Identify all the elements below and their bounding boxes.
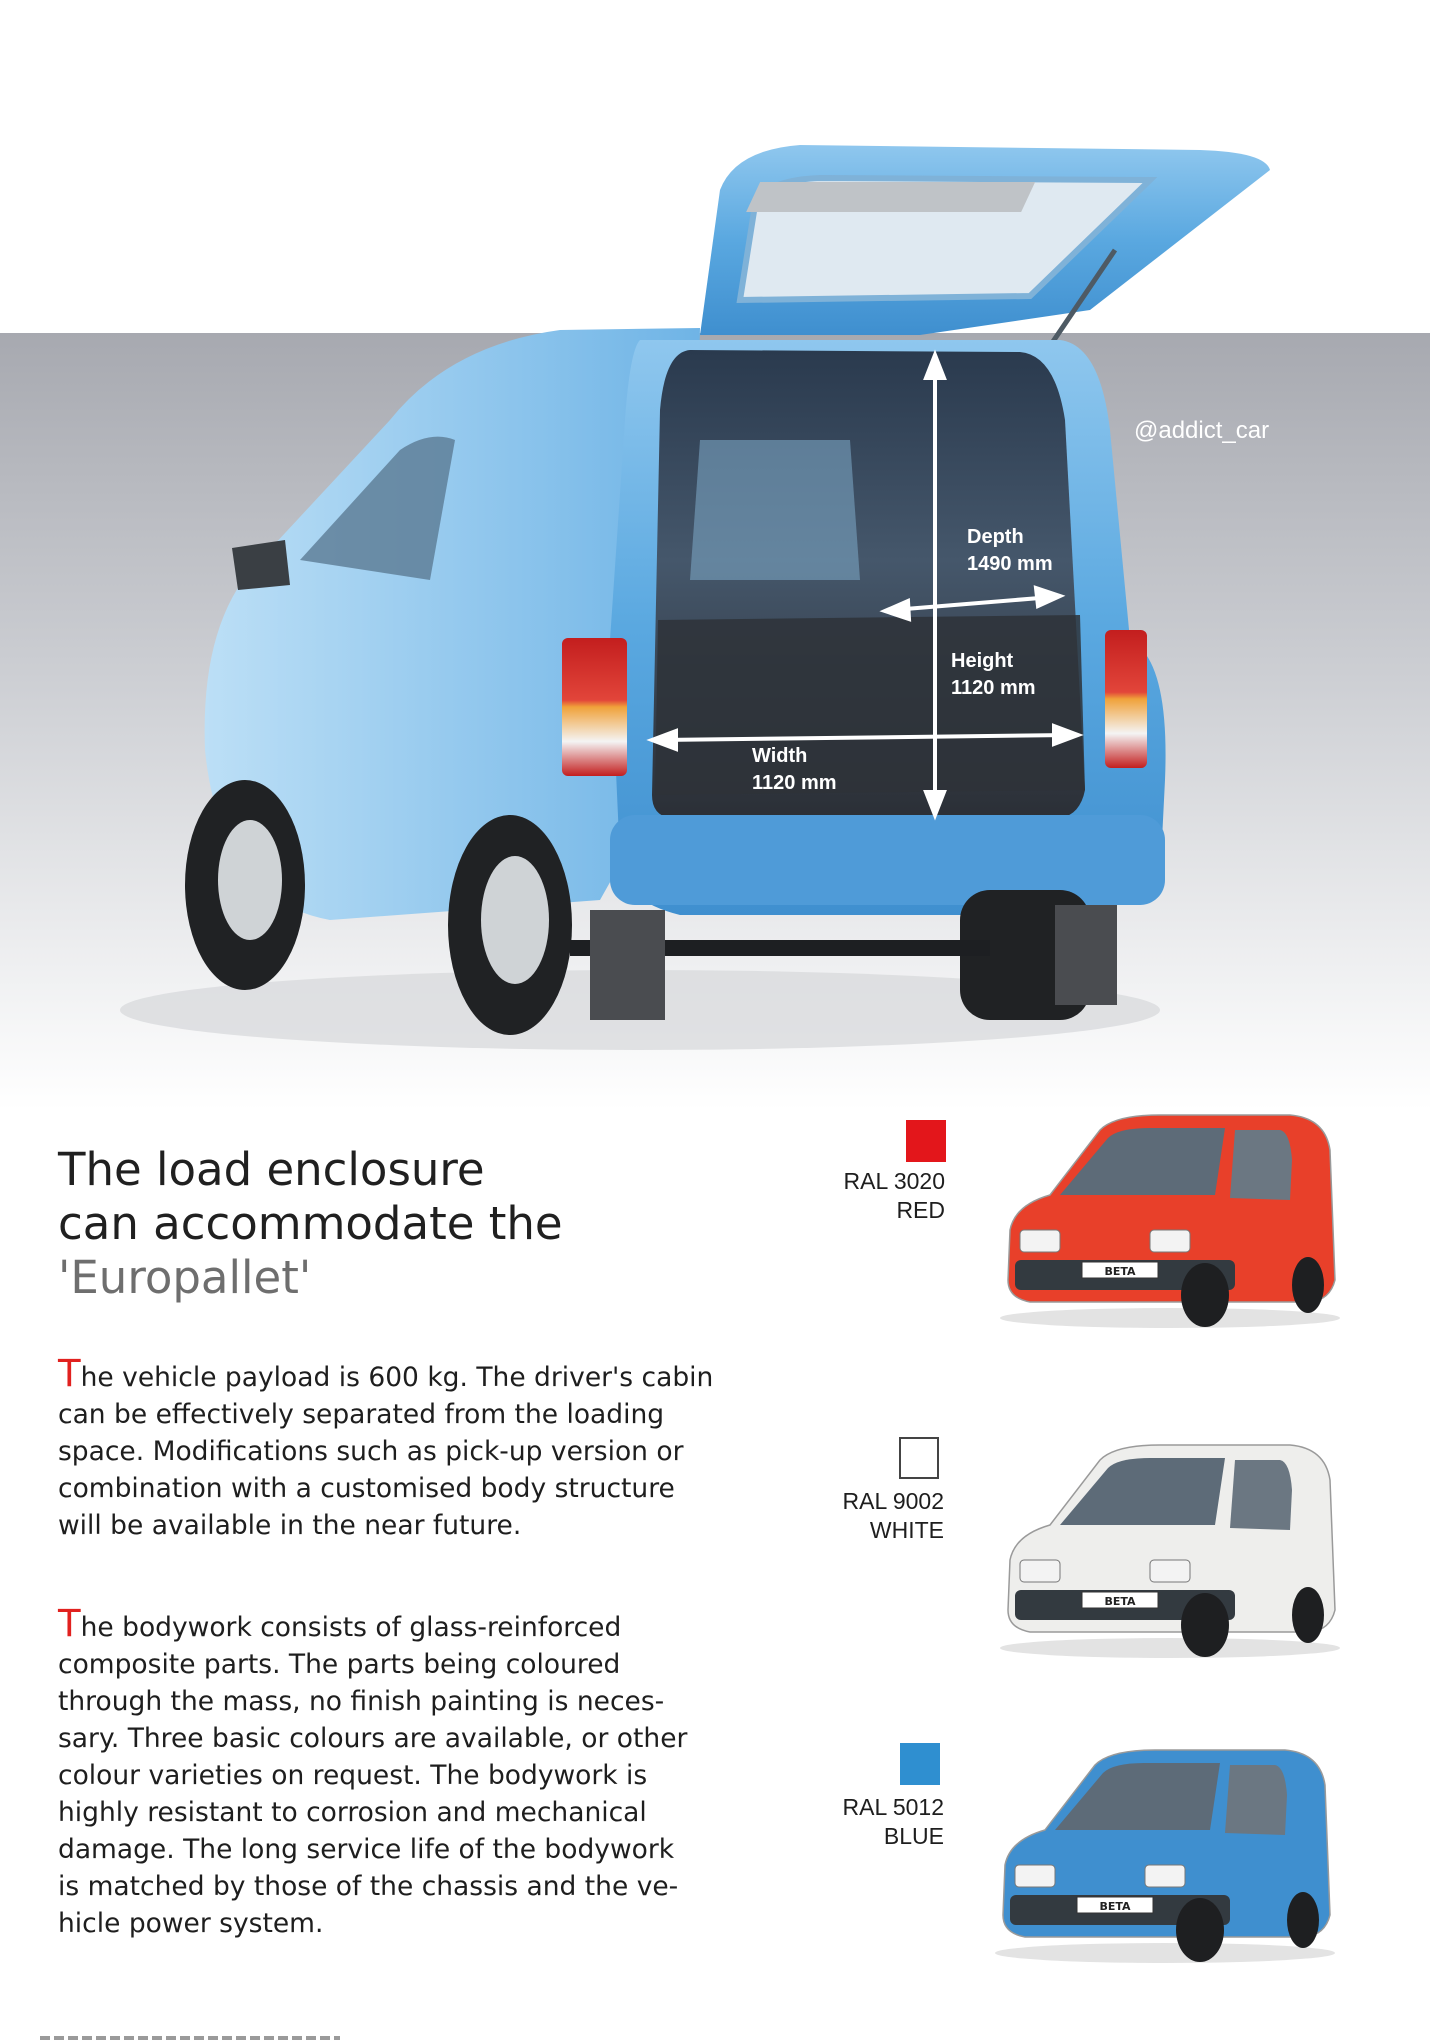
headline-line-1: The load enclosure bbox=[58, 1143, 485, 1196]
thumb-headlight-right bbox=[1145, 1865, 1185, 1887]
cargo-floor bbox=[655, 615, 1085, 795]
thumb-shadow bbox=[1000, 1638, 1340, 1658]
paragraph-line: space. Modifications such as pick-up version or bbox=[58, 1436, 684, 1467]
thumb-wheel-front bbox=[1181, 1593, 1229, 1657]
thumb-side-window bbox=[1230, 1130, 1292, 1200]
van-shape bbox=[1000, 1115, 1340, 1328]
paragraph-line: sary. Three basic colours are available, or other bbox=[58, 1723, 688, 1754]
thumb-headlight-left bbox=[1020, 1230, 1060, 1252]
paragraph-line: hicle power system. bbox=[58, 1908, 324, 1939]
colour-label-white bbox=[744, 1487, 944, 1545]
thumb-side-window bbox=[1230, 1460, 1292, 1530]
paragraph-line bbox=[58, 1352, 798, 1396]
watermark: @addict_car bbox=[1134, 417, 1270, 444]
van-shape bbox=[1000, 1445, 1340, 1658]
right-tail-light bbox=[1105, 630, 1147, 768]
paragraph-bodywork bbox=[58, 1602, 798, 1942]
thumb-wheel-rear bbox=[1292, 1257, 1324, 1313]
thumb-headlight-left bbox=[1015, 1865, 1055, 1887]
thumb-badge-text: BETA bbox=[1104, 1265, 1136, 1278]
right-mudflap bbox=[1055, 905, 1117, 1005]
van-shape bbox=[995, 1750, 1335, 1963]
height-label-title: Height bbox=[951, 650, 1014, 672]
width-label bbox=[752, 743, 837, 797]
thumb-shadow bbox=[995, 1943, 1335, 1963]
paragraph-payload bbox=[58, 1352, 798, 1544]
colour-name: BLUE bbox=[883, 1823, 944, 1849]
van-thumbnail-red bbox=[990, 1090, 1350, 1330]
paragraph-line: is matched by those of the chassis and the ve- bbox=[58, 1871, 679, 1902]
colour-code: RAL 5012 bbox=[842, 1794, 944, 1820]
van-thumbnail-white bbox=[990, 1420, 1350, 1660]
drop-cap: T bbox=[58, 1602, 81, 1645]
van-thumbnail-blue bbox=[985, 1725, 1345, 1965]
paragraph-line: highly resistant to corrosion and mechanical bbox=[58, 1797, 647, 1828]
colour-swatch-blue bbox=[900, 1743, 940, 1785]
colour-swatch-red bbox=[906, 1120, 946, 1162]
thumb-headlight-right bbox=[1150, 1230, 1190, 1252]
rear-left-wheel-hub bbox=[481, 856, 549, 984]
tailgate-brake-light bbox=[746, 182, 1035, 212]
thumb-headlight-left bbox=[1020, 1560, 1060, 1582]
thumb-wheel-front bbox=[1181, 1263, 1229, 1327]
front-wheel-hub bbox=[218, 820, 282, 940]
depth-label-value: 1490 mm bbox=[967, 553, 1053, 575]
left-mudflap bbox=[590, 910, 665, 1020]
headline-line-2: can accommodate the bbox=[58, 1197, 563, 1250]
left-tail-light bbox=[562, 638, 627, 776]
paragraph-line-text: he bodywork consists of glass-reinforced bbox=[80, 1612, 622, 1643]
thumb-shadow bbox=[1000, 1308, 1340, 1328]
width-label-value: 1120 mm bbox=[752, 772, 837, 794]
depth-label bbox=[967, 524, 1053, 578]
thumb-wheel-rear bbox=[1292, 1587, 1324, 1643]
paragraph-line: through the mass, no finish painting is neces- bbox=[58, 1686, 665, 1717]
thumb-wheel-rear bbox=[1287, 1892, 1319, 1948]
paragraph-line: will be available in the near future. bbox=[58, 1510, 522, 1541]
headline bbox=[58, 1143, 778, 1305]
paragraph-line: colour varieties on request. The bodywork is bbox=[58, 1760, 648, 1791]
height-label-value: 1120 mm bbox=[951, 677, 1036, 699]
paragraph-line: combination with a customised body structure bbox=[58, 1473, 675, 1504]
depth-label-title: Depth bbox=[967, 526, 1024, 548]
width-label-title: Width bbox=[752, 745, 808, 767]
colour-code: RAL 3020 bbox=[843, 1168, 945, 1194]
thumb-badge-text: BETA bbox=[1099, 1900, 1131, 1913]
colour-name: RED bbox=[896, 1197, 945, 1223]
footer-rule bbox=[40, 2036, 340, 2040]
headline-line-3: 'Europallet' bbox=[58, 1251, 312, 1304]
paragraph-line: damage. The long service life of the bodywork bbox=[58, 1834, 675, 1865]
colour-swatch-white bbox=[899, 1437, 939, 1479]
paragraph-line-text: he vehicle payload is 600 kg. The driver's cabin bbox=[80, 1362, 714, 1393]
thumb-wheel-front bbox=[1176, 1898, 1224, 1962]
colour-name: WHITE bbox=[869, 1517, 944, 1543]
rear-bumper bbox=[610, 815, 1165, 905]
side-mirror bbox=[232, 540, 290, 590]
colour-label-blue bbox=[744, 1793, 944, 1851]
colour-code: RAL 9002 bbox=[842, 1488, 944, 1514]
paragraph-line: composite parts. The parts being coloured bbox=[58, 1649, 621, 1680]
drop-cap: T bbox=[58, 1352, 81, 1395]
paragraph-line: can be effectively separated from the loading bbox=[58, 1399, 665, 1430]
thumb-badge-text: BETA bbox=[1104, 1595, 1136, 1608]
paragraph-line bbox=[58, 1602, 798, 1646]
height-label bbox=[951, 648, 1036, 702]
thumb-headlight-right bbox=[1150, 1560, 1190, 1582]
colour-label-red bbox=[745, 1167, 945, 1225]
thumb-side-window bbox=[1225, 1765, 1287, 1835]
cabin-window bbox=[690, 440, 860, 580]
